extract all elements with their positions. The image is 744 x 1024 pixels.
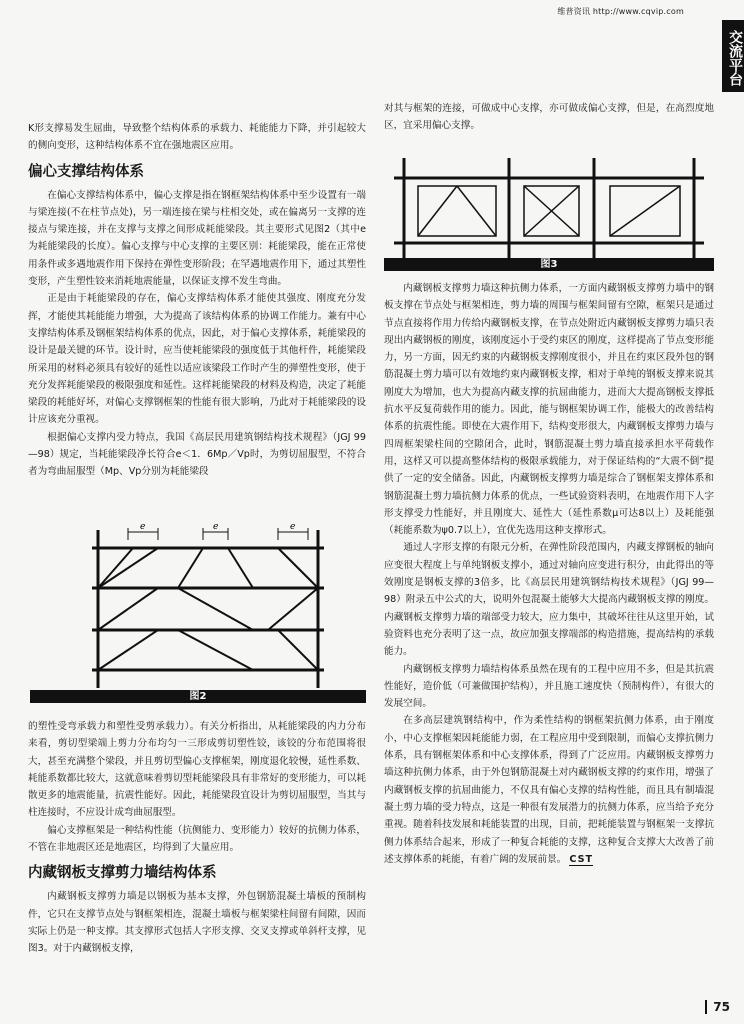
e-label: e [213, 522, 219, 532]
cst-logo: CST [569, 853, 594, 865]
section-tab: 交流平台 [722, 20, 744, 92]
paragraph: 内藏钢板支撑剪力墙结构体系虽然在现有的工程中应用不多，但是其抗震性能好，造价低（可兼做围护结构），并且施工速度快（预制构件），有很大的发展空间。 [384, 663, 714, 710]
paragraph-text: 在多高层建筑钢结构中，作为柔性结构的钢框架抗侧力体系，由于刚度小，中心支撑框架因耗能能力弱，在工程应用中受到限制，而偏心支撑抗侧力体系，具有钢框架体系和中心支撑体系，得到了广泛应用。内藏钢板支撑剪力墙这种抗侧力体系，由于外包钢筋混凝土对内藏钢板支撑的约束作用，增强了内藏钢板支撑的抗屈曲能力，不仅具有偏心支撑的结构性能，而且具有制墙混凝土剪力墙的受力特点，这是一种很有发展潜力的抗侧力体系，应当给予充分重视。随着科技发展和耗能装置的出现，目前，把耗能装置与钢框架一支撑抗侧力体系结合起来，形成了一种复合耗能的支撑，这种复合支撑大大改善了前述支撑体系的耗能，有着广阔的发展前景。 [384, 715, 714, 865]
paragraph: 偏心支撑框架是一种结构性能（抗侧能力、变形能力）较好的抗侧力体系，不管在非地震区还是地震区，均得到了大量应用。 [28, 824, 366, 854]
figure-3-diagram [384, 148, 718, 258]
page-number: 75 [705, 1000, 730, 1014]
figure-2-caption: 图2 [30, 690, 366, 703]
right-column-body [384, 280, 714, 868]
paragraph: 内藏钢板支撑剪力墙这种抗侧力体系，一方面内藏钢板支撑剪力墙中的钢板支撑在节点处与框架相连，剪力墙的周围与框架间留有空隙，框架只是通过节点直接将作用力传给内藏钢板支撑，在节点处附近内藏钢板支撑剪力墙只表现出内藏钢板的刚度，该刚度远小于受约束区的刚度，这样提高了节点变形能力，另一方面，因无约束的内藏钢板支撑刚度很小，并且在约束区段外包的钢筋混凝土剪力墙可以有效地约束内藏钢板支撑，相对于单纯的钢板支撑来说其刚度大为增加，也大为提高内藏支撑的抗屈曲能力，进而大大提高钢板支撑抵抗水平反复荷载作用的能力。因此，能与钢框架协调工作，能极大的改善结构体系的抗震性能。即使在大震作用下，结构变形很大，内藏钢板支撑剪力墙与四周框架梁柱间的空隙闭合，此时，钢筋混凝土剪力墙直接承担水平荷载作用，这样又可以提高整体结构的极限承载能力，对于保证结构的“大震不倒”提供了一定的安全储备。因此，内藏钢板支撑剪力墙是综合了钢框架支撑体系和钢筋混凝土剪力墙抗侧力体系的优点，一些试验资料表明，在地震作用下人字形支撑受力性能好，并且刚度大、延性大（延性系数μ可达8以上）及耗能强（耗能系数为ψ0.7以上），宜优先选用这种支撑形式。 [384, 283, 714, 537]
section-heading-steel-plate: 内藏钢板支撑剪力墙结构体系 [28, 865, 217, 882]
right-continued-paragraph: 对其与框架的连接，可做成中心支撑，亦可做成偏心支撑，但是，在高烈度地区，宜采用偏心支撑。 [384, 103, 714, 132]
paragraph: 正是由于耗能梁段的存在，偏心支撑结构体系才能使其强度、刚度充分发挥，才能使其耗能能力增强，大为提高了该结构体系的协调工作能力。兼有中心支撑结构体系及钢框架结构体系的优点，因此，对于偏心支撑体系，耗能梁段的设计是最关键的环节。设计时，应当使耗能梁段的强度低于其他杆件，耗能梁段所采用的材料必须具有较好的延性以适应该梁段工作时产生的弹塑性变形，使于充分发挥耗能梁段的极限强度和延性。这样耗能梁段的材料及构造，决定了耗能梁段的耗能好坏，对偏心支撑钢框架的性能有很大影响，乃此对于耗能梁段的设计应该充分重视。 [28, 293, 366, 426]
left-continued-paragraph: K形支撑易发生屈曲，导致整个结构体系的承载力、耗能能力下降，并引起较大的侧向变形，这种结构体系不宜在强地震区应用。 [28, 123, 366, 152]
left-column-bottom [28, 718, 366, 958]
source-url: 维普资讯 http://www.cqvip.com [557, 7, 684, 16]
figure-3 [384, 148, 718, 258]
paragraph [384, 712, 714, 868]
figure-2 [28, 520, 368, 710]
right-column-top [384, 100, 714, 135]
paragraph: 在偏心支撑结构体系中，偏心支撑是指在钢框架结构体系中至少设置有一端与梁连接(不在柱节点处)，另一端连接在梁与柱相交处，或在偏离另一支撑的连接点与梁连接，并在支撑与支撑之间形成耗能梁段。其主要形式见图2（其中e为耗能梁段的长度）。偏心支撑与中心支撑的主要区别：耗能梁段，能在正常使用条件或多遇地震作用下保持在弹性变形阶段；在罕遇地震作用下，通过其塑性变形，产生塑性铰来消耗地震能量，以保证支撑不发生弯曲。 [28, 189, 366, 288]
paragraph: 的塑性受弯承载力和塑性受剪承载力）。有关分析指出，从耗能梁段的内力分布来看，剪切型梁端上剪力分布均匀一三形成剪切塑性铰，该铰的分布范围将很大，甚至充满整个梁段，并且剪切型偏心支撑框架，刚度退化较慢，延性系数、耗能系数都比较大，这就意味着剪切型耗能梁段具有非常好的变形能力，可以耗散更多的地震能量，抗震性能好。因此，耗能梁段宜设计为剪切屈服型，当其与柱连接时，不应设计成弯曲屈服型。 [28, 721, 366, 819]
e-label: e [290, 522, 296, 532]
section-heading-eccentric: 偏心支撑结构体系 [28, 163, 144, 180]
e-label: e [140, 522, 146, 532]
left-column-top [28, 120, 366, 481]
figure-2-diagram [28, 520, 368, 710]
paragraph: 内藏钢板支撑剪力墙是以钢板为基本支撑，外包钢筋混凝土墙板的预制构件，它只在支撑节点处与钢框架相连，混凝土墙板与框架梁柱间留有间隙，因而实际上仍是一种支撑。其支撑形式包括人字形支撑、交叉支撑或单斜杆支撑，见图3。对于内藏钢板支撑， [28, 891, 366, 955]
figure-3-caption: 图3 [384, 258, 714, 271]
paragraph: 根据偏心支撑内受力特点，我国《高层民用建筑钢结构技术规程》（JGJ 99—98）规定，当耗能梁段净长符合e＜1．6Mp／Vp时，为剪切屈服型，不符合者为弯曲屈服型（Mp、Vp分别为耗能梁段 [28, 431, 366, 478]
paragraph: 通过人字形支撑的有限元分析，在弹性阶段范围内，内藏支撑钢板的轴向应变很大程度上与单纯钢板支撑小，通过对轴向应变进行积分，由此得出的等效刚度是钢板支撑的3倍多，比《高层民用建筑钢结构技术规程》（JGJ 99—98）附录五中公式的大，说明外包混凝土能够大大提高内藏钢板支撑的刚度。内藏钢板支撑剪力墙的端部受力较大，应力集中，其破坏往往从这里开始，试验资料也充分表明了这一点，故应加强支撑端部的构造措施，提高结构的承载能力。 [384, 542, 714, 658]
